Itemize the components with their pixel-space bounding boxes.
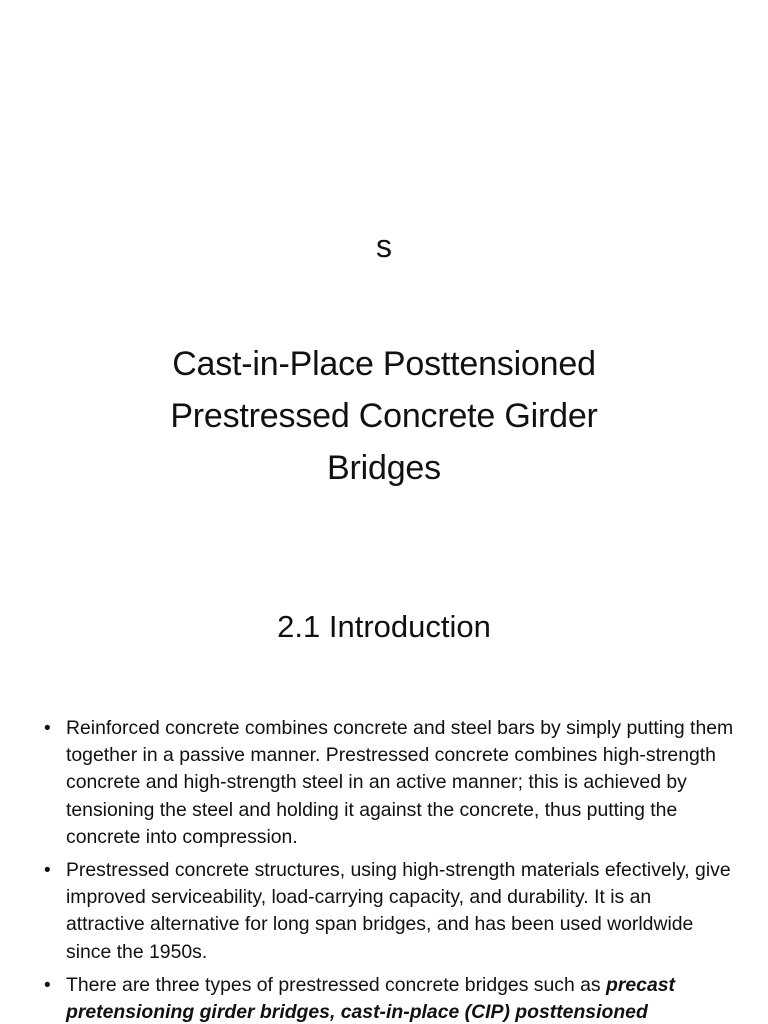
bullet-text: There are three types of prestressed concrete bridges such as bbox=[66, 973, 606, 996]
bullet-item bbox=[44, 857, 734, 966]
section-heading: 2.1 Introduction bbox=[277, 609, 491, 644]
bullet-emphasis-text: precast pretensioning girder bridges, cast-in-place (CIP) posttensioned bbox=[66, 973, 675, 1024]
bullet-dot-icon: • bbox=[44, 718, 51, 739]
title-line: Prestressed Concrete Girder bbox=[170, 397, 598, 435]
bullet-text: Prestressed concrete structures, using high-strength materials efectively, give improved serviceability, load-carrying capacity, and durability. It is an attractive alternative for long span bridges, and has been used worldwide since the 1950s. bbox=[66, 859, 731, 963]
bullet-dot-icon: • bbox=[44, 974, 51, 996]
bullet-dot-icon: • bbox=[44, 860, 51, 882]
bullet-list bbox=[44, 715, 734, 1024]
bullet-item bbox=[44, 715, 734, 851]
slide-title bbox=[84, 338, 684, 494]
bullet-text: Reinforced concrete combines concrete and steel bars by simply putting them together in a passive manner. Prestressed concrete combines high-strength concrete and high-strength steel in an active manner; this is achieved by tensioning the steel and holding it against the concrete, thus putting the concrete into compression. bbox=[66, 717, 734, 848]
slide-marker: s bbox=[376, 228, 392, 264]
title-line: Cast-in-Place Posttensioned bbox=[172, 345, 596, 383]
title-line: Bridges bbox=[327, 449, 441, 487]
bullet-item bbox=[44, 972, 734, 1024]
